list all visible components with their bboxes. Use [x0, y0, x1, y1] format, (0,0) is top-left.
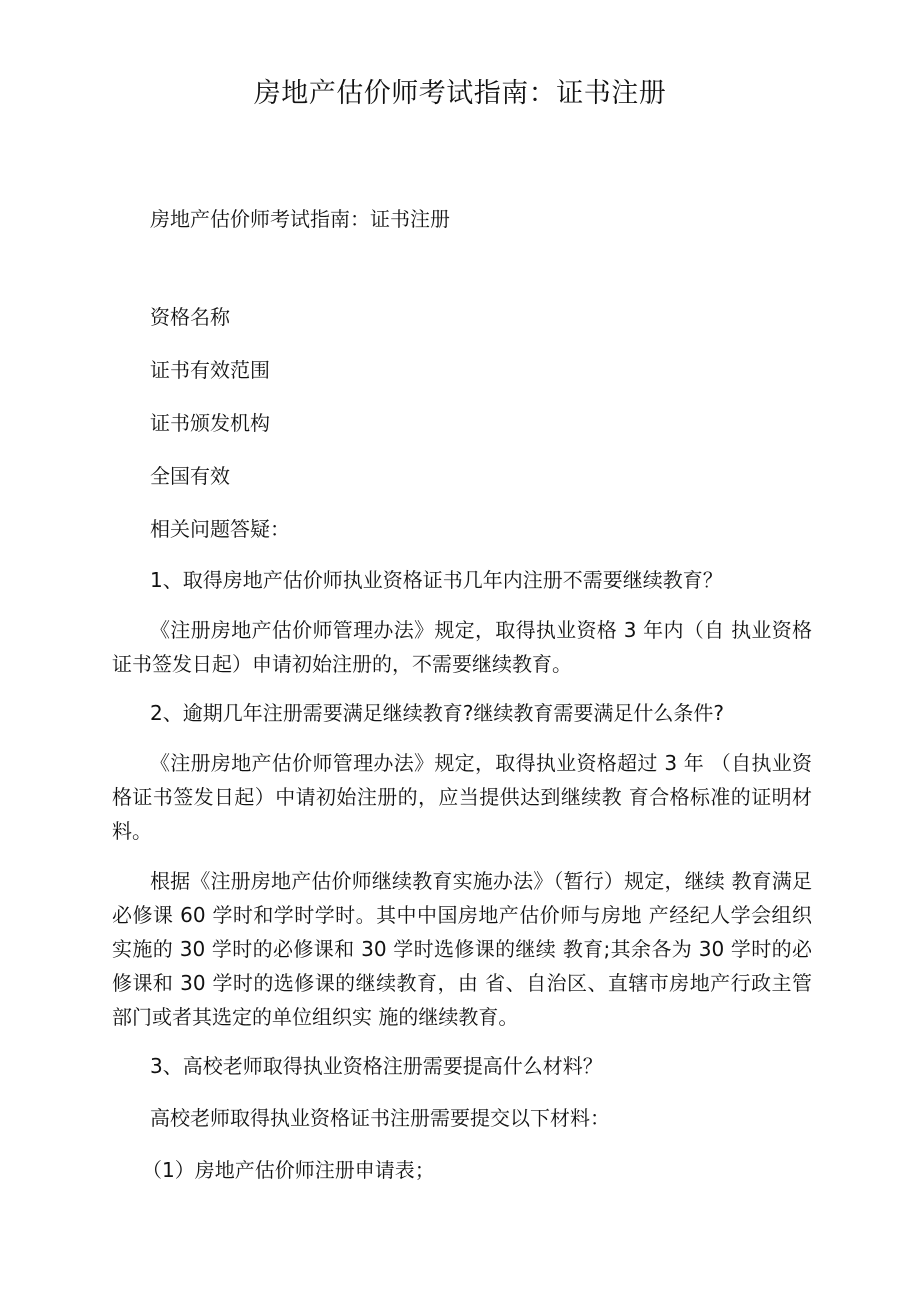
question-3: 3、高校老师取得执业资格注册需要提高什么材料？: [150, 1054, 603, 1078]
question-1: 1、取得房地产估价师执业资格证书几年内注册不需要继续教育？: [150, 568, 723, 592]
list-item-1: （1）房地产估价师注册申请表；: [142, 1158, 435, 1182]
document-subtitle: 房地产估价师考试指南：证书注册: [150, 207, 450, 231]
label-nationwide-valid: 全国有效: [150, 464, 230, 488]
label-issuing-authority: 证书颁发机构: [150, 411, 270, 435]
document-title: 房地产估价师考试指南：证书注册: [253, 78, 667, 109]
label-faq: 相关问题答疑：: [150, 517, 290, 541]
answer-1: 《注册房地产估价师管理办法》规定，取得执业资格 3 年内（自 执业资格证书签发日起）申请初始注册的，不需要继续教育。: [112, 618, 812, 676]
label-qualification-name: 资格名称: [150, 305, 230, 329]
answer-2-detail: 根据《注册房地产估价师继续教育实施办法》（暂行）规定，继续 教育满足必修课 60 学时和学时学时。其中中国房地产估价师与房地 产经纪人学会组织实施的 30 学时的必修课和 30 学时选修课的继续 教育;其余各为 30 学时的必修课和 30 学时的选修课的继续教育，由 省、自治区、直辖市房地产行政主管部门或者其选定的单位组织实 施的继续教育。: [112, 869, 812, 1029]
answer-2: 《注册房地产估价师管理办法》规定，取得执业资格超过 3 年 （自执业资格证书签发日起）中请初始注册的，应当提供达到继续教 育合格标准的证明材料。: [112, 751, 812, 843]
question-2: 2、逾期几年注册需要满足继续教育?继续教育需要满足什么条件?: [150, 701, 724, 725]
label-certificate-scope: 证书有效范围: [150, 358, 270, 382]
answer-3: 高校老师取得执业资格证书注册需要提交以下材料：: [150, 1106, 610, 1130]
